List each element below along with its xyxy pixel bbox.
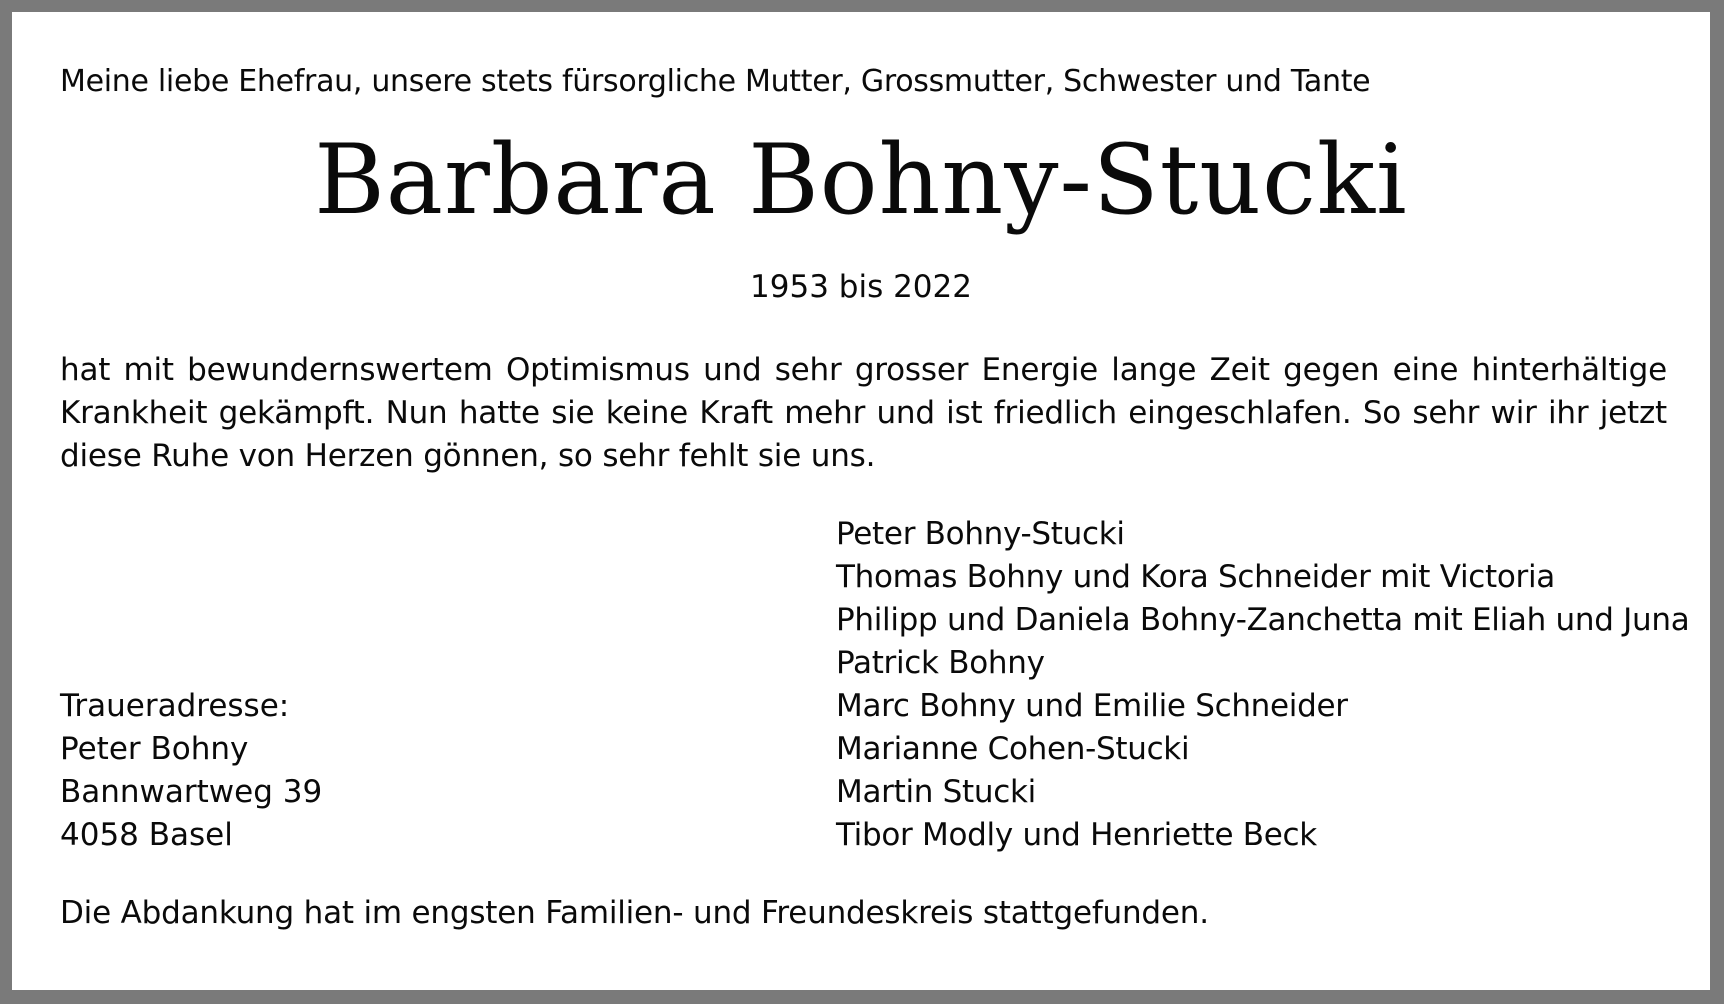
mourner-entry: Marianne Cohen-Stucki bbox=[836, 731, 1190, 767]
closing-note: Die Abdankung hat im engsten Familien- und Freundeskreis stattgefunden. bbox=[60, 895, 1209, 931]
mourners-list bbox=[836, 513, 1689, 857]
mourner-entry: Thomas Bohny und Kora Schneider mit Victoria bbox=[836, 559, 1555, 595]
address-label: Traueradresse: bbox=[60, 688, 290, 724]
address-line: Bannwartweg 39 bbox=[60, 774, 323, 810]
obituary-text: hat mit bewundernswertem Optimismus und sehr grosser Energie lange Zeit gegen eine hinterhältige Krankheit gekämpft. Nun hatte sie keine Kraft mehr und ist friedlich eingeschlafen. So sehr wir ihr jetzt diese Ruhe von Herzen gönnen, so sehr fehlt sie uns. bbox=[60, 352, 1667, 474]
address-line: Peter Bohny bbox=[60, 731, 249, 767]
intro-line: Meine liebe Ehefrau, unsere stets fürsorgliche Mutter, Grossmutter, Schwester und Tante bbox=[60, 64, 1371, 99]
mourner-entry: Peter Bohny-Stucki bbox=[836, 516, 1125, 552]
mourner-entry: Patrick Bohny bbox=[836, 645, 1045, 681]
mourning-address bbox=[60, 685, 322, 857]
mourner-entry: Marc Bohny und Emilie Schneider bbox=[836, 688, 1348, 724]
obituary-card bbox=[12, 12, 1710, 990]
address-line: 4058 Basel bbox=[60, 817, 233, 853]
mourner-entry: Philipp und Daniela Bohny-Zanchetta mit Eliah und Juna bbox=[836, 602, 1690, 638]
life-dates: 1953 bis 2022 bbox=[750, 269, 972, 305]
deceased-name: Barbara Bohny-Stucki bbox=[314, 124, 1408, 236]
mourner-entry: Tibor Modly und Henriette Beck bbox=[836, 817, 1317, 853]
mourner-entry: Martin Stucki bbox=[836, 774, 1036, 810]
